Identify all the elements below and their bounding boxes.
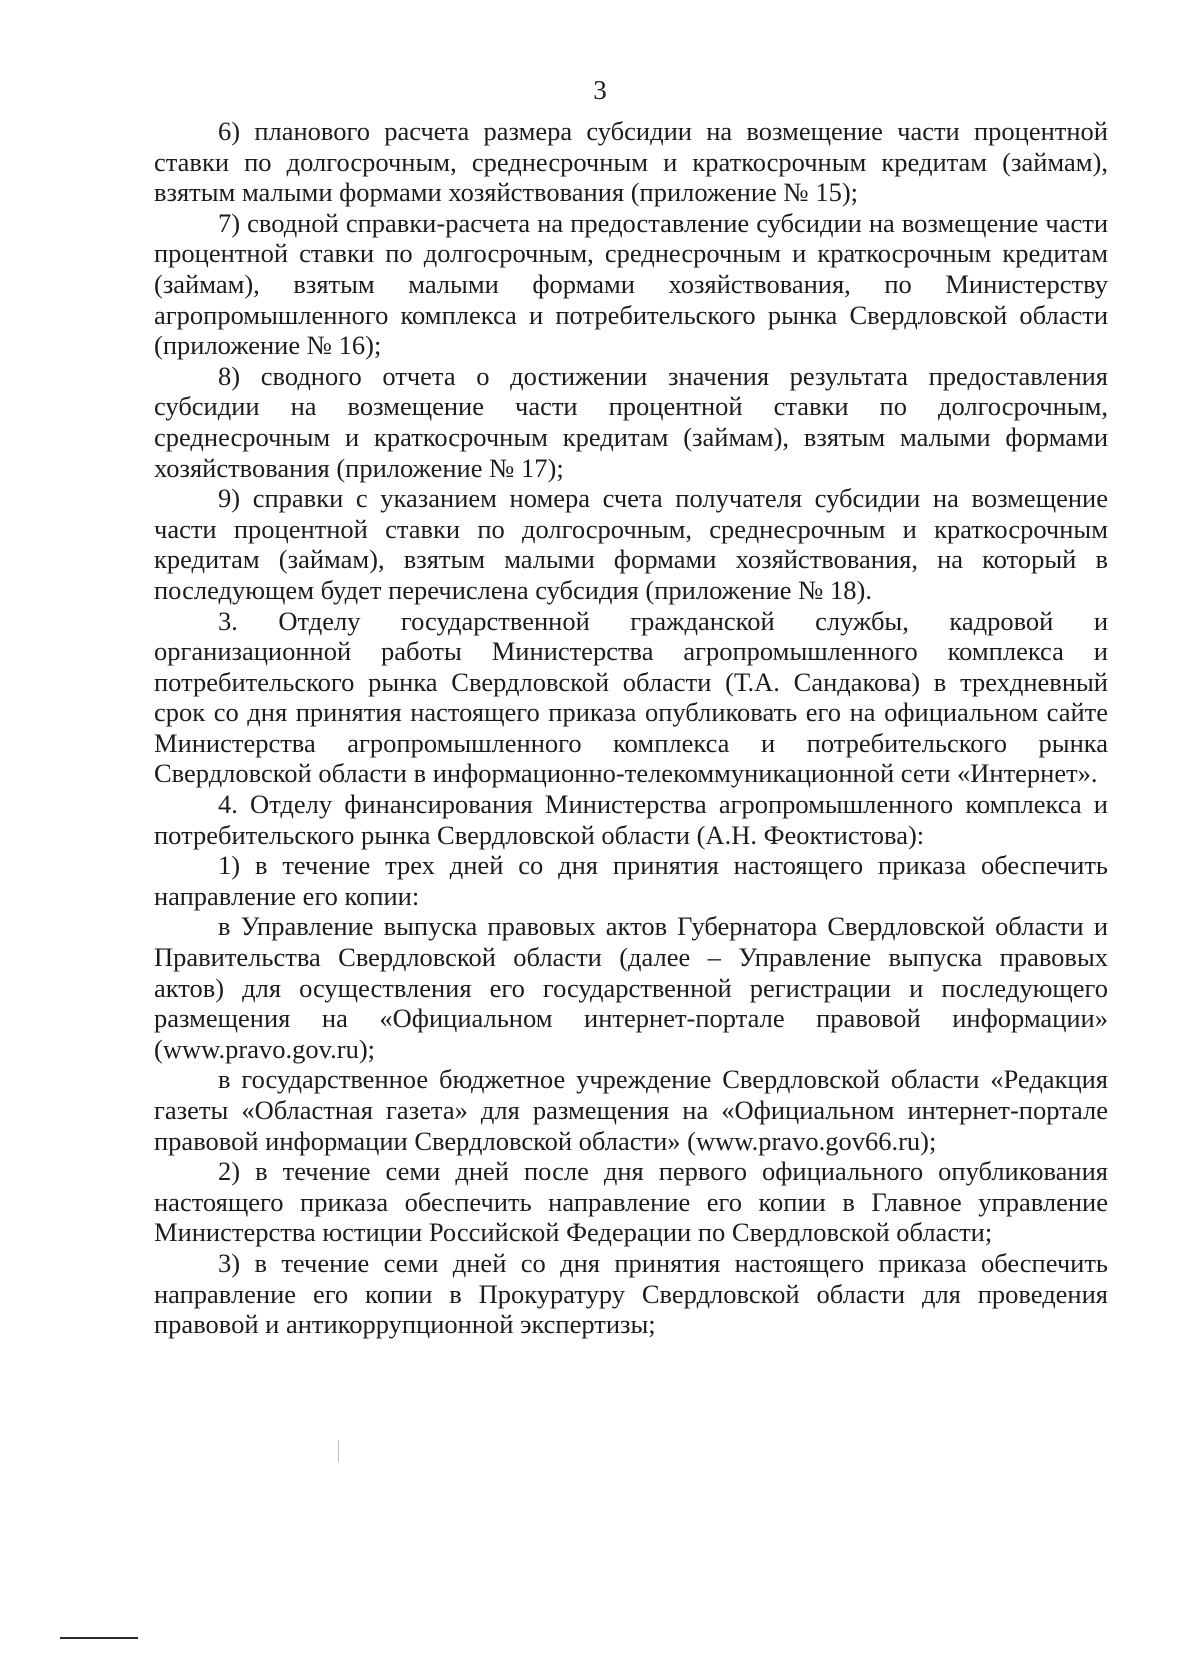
document-body xyxy=(154,116,1108,1340)
paragraph-subitem-1: 1) в течение трех дней со дня принятия настоящего приказа обеспечить направление его копии: xyxy=(154,850,1108,911)
paragraph-recipient-1: в Управление выпуска правовых актов Губернатора Свердловской области и Правительства Свердловской области (далее – Управление выпуска правовых актов) для осуществления его государственной регистрации и последующего размещения на «Официальном интернет-портале правовой информации» (www.pravo.gov.ru); xyxy=(154,911,1108,1064)
footer-rule xyxy=(60,1637,138,1639)
page-number: 3 xyxy=(593,75,607,105)
paragraph-item-6: 6) планового расчета размера субсидии на возмещение части процентной ставки по долгосрочным, среднесрочным и краткосрочным кредитам (займам), взятым малыми формами хозяйствования (приложение № 15); xyxy=(154,116,1108,208)
paragraph-subitem-3: 3) в течение семи дней со дня принятия настоящего приказа обеспечить направление его копии в Прокуратуру Свердловской области для проведения правовой и антикоррупционной экспертизы; xyxy=(154,1247,1108,1340)
paragraph-item-8: 8) сводного отчета о достижении значения результата предоставления субсидии на возмещение части процентной ставки по долгосрочным, среднесрочным и краткосрочным кредитам (займам), взятым малыми формами хозяйствования (приложение № 17); xyxy=(154,360,1108,483)
paragraph-section-3: 3. Отделу государственной гражданской службы, кадровой и организационной работы Министерства агропромышленного комплекса и потребительского рынка Свердловской области (Т.А. Сандакова) в трехдневный срок со дня принятия настоящего приказа опубликовать его на официальном сайте Министерства агропромышленного комплекса и потребительского рынка Свердловской области в информационно-телекоммуникационной сети «Интернет». xyxy=(154,605,1108,789)
paragraph-section-4: 4. Отделу финансирования Министерства агропромышленного комплекса и потребительского рынка Свердловской области (А.Н. Феоктистова): xyxy=(154,789,1108,850)
scan-mark xyxy=(338,1440,339,1462)
paragraph-item-7: 7) сводной справки-расчета на предоставление субсидии на возмещение части процентной ставки по долгосрочным, среднесрочным и краткосрочным кредитам (займам), взятым малыми формами хозяйствования, по Министерству агропромышленного комплекса и потребительского рынка Свердловской области (приложение № 16); xyxy=(154,207,1108,361)
paragraph-subitem-2: 2) в течение семи дней после дня первого официального опубликования настоящего приказа обеспечить направление его копии в Главное управление Министерства юстиции Российской Федерации по Свердловской области; xyxy=(154,1156,1108,1248)
paragraph-item-9: 9) справки с указанием номера счета получателя субсидии на возмещение части процентной ставки по долгосрочным, среднесрочным и краткосрочным кредитам (займам), взятым малыми формами хозяйствования, на который в последующем будет перечислена субсидия (приложение № 18). xyxy=(154,483,1108,605)
paragraph-recipient-2: в государственное бюджетное учреждение Свердловской области «Редакция газеты «Областная газета» для размещения на «Официальном интернет-портале правовой информации Свердловской области» (www.pravo.gov66.ru); xyxy=(154,1064,1108,1156)
